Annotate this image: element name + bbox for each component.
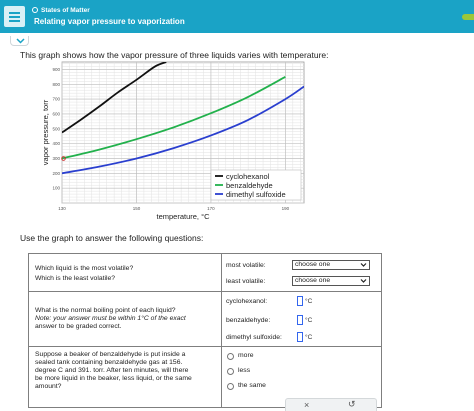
radio-less[interactable] bbox=[227, 368, 234, 375]
y-tick-label: 800 bbox=[52, 81, 60, 87]
least-volatile-value: choose one bbox=[295, 277, 331, 284]
undo-icon[interactable]: ↺ bbox=[348, 399, 356, 409]
x-tick-label: 130 bbox=[58, 206, 66, 211]
question-benzaldehyde-line: be more liquid in the beaker, less liquid, or the same bbox=[35, 375, 192, 382]
question-benzaldehyde-line: amount? bbox=[35, 383, 62, 390]
least-volatile-label: least volatile: bbox=[226, 278, 266, 285]
bp-unit: °C bbox=[305, 317, 313, 324]
bp-label-cyclohexanol: cyclohexanol: bbox=[226, 298, 268, 305]
chevron-down-icon bbox=[360, 262, 367, 268]
y-axis-label: vapor pressure, torr bbox=[41, 99, 50, 166]
questions-table bbox=[28, 253, 382, 408]
question-boiling-point: What is the normal boiling point of each liquid? bbox=[35, 307, 176, 314]
bp-label-benzaldehyde: benzaldehyde: bbox=[226, 317, 271, 324]
radio-same[interactable] bbox=[227, 383, 234, 390]
y-tick-label: 600 bbox=[52, 111, 60, 117]
legend-label: cyclohexanol bbox=[226, 171, 270, 181]
y-tick-label: 700 bbox=[52, 96, 60, 102]
question-least-volatile: Which is the least volatile? bbox=[35, 275, 116, 282]
chevron-down-icon bbox=[360, 278, 367, 284]
x-tick-label: 150 bbox=[132, 206, 141, 211]
question-most-volatile: Which liquid is the most volatile? bbox=[35, 265, 134, 272]
bp-label-dmso: dimethyl sulfoxide: bbox=[226, 334, 282, 341]
y-tick-label: 200 bbox=[52, 170, 60, 176]
x-tick-label: 190 bbox=[281, 206, 290, 211]
topic-text: States of Matter bbox=[41, 7, 90, 14]
bp-unit: °C bbox=[305, 334, 313, 341]
action-bar bbox=[285, 398, 377, 411]
question-benzaldehyde-line: degree C and 391. torr. After ten minutes, will there bbox=[35, 367, 189, 374]
most-volatile-select[interactable] bbox=[292, 260, 370, 270]
radio-same-label: the same bbox=[238, 382, 266, 389]
table-divider bbox=[29, 346, 381, 347]
question-note-cont: answer to be graded correct. bbox=[35, 323, 122, 330]
bp-input-cyclohexanol[interactable] bbox=[297, 296, 303, 306]
legend-label: benzaldehyde bbox=[226, 180, 273, 190]
most-volatile-label: most volatile: bbox=[226, 262, 266, 269]
page-title: Relating vapor pressure to vaporization bbox=[34, 17, 185, 26]
question-benzaldehyde-line: Suppose a beaker of benzaldehyde is put inside a bbox=[35, 351, 186, 358]
bp-input-benzaldehyde[interactable] bbox=[297, 315, 303, 325]
y-tick-label: 100 bbox=[52, 185, 60, 191]
most-volatile-value: choose one bbox=[295, 261, 331, 268]
radio-more-label: more bbox=[238, 352, 254, 359]
note-text: Note: your answer must be within 1°C of the exact bbox=[35, 315, 186, 322]
radio-less-label: less bbox=[238, 367, 251, 374]
bp-input-dmso[interactable] bbox=[297, 332, 303, 342]
x-axis-label: temperature, °C bbox=[156, 212, 210, 221]
y-tick-label: 900 bbox=[52, 66, 60, 72]
y-tick-label: 400 bbox=[52, 141, 60, 147]
question-benzaldehyde-line: sealed tank containing benzaldehyde gas at 156. bbox=[35, 359, 183, 366]
least-volatile-select[interactable] bbox=[292, 276, 370, 286]
radio-more[interactable] bbox=[227, 353, 234, 360]
instructions-text: Use the graph to answer the following questions: bbox=[20, 233, 204, 243]
y-tick-label: 300 bbox=[52, 155, 60, 161]
intro-text: This graph shows how the vapor pressure of three liquids varies with temperature: bbox=[20, 50, 329, 60]
table-divider bbox=[221, 254, 222, 408]
bp-unit: °C bbox=[305, 298, 313, 305]
x-tick-label: 170 bbox=[207, 206, 215, 211]
clear-icon[interactable]: × bbox=[304, 400, 310, 410]
table-divider bbox=[29, 291, 381, 292]
legend-label: dimethyl sulfoxide bbox=[226, 189, 286, 199]
y-tick-label: 500 bbox=[52, 126, 60, 132]
